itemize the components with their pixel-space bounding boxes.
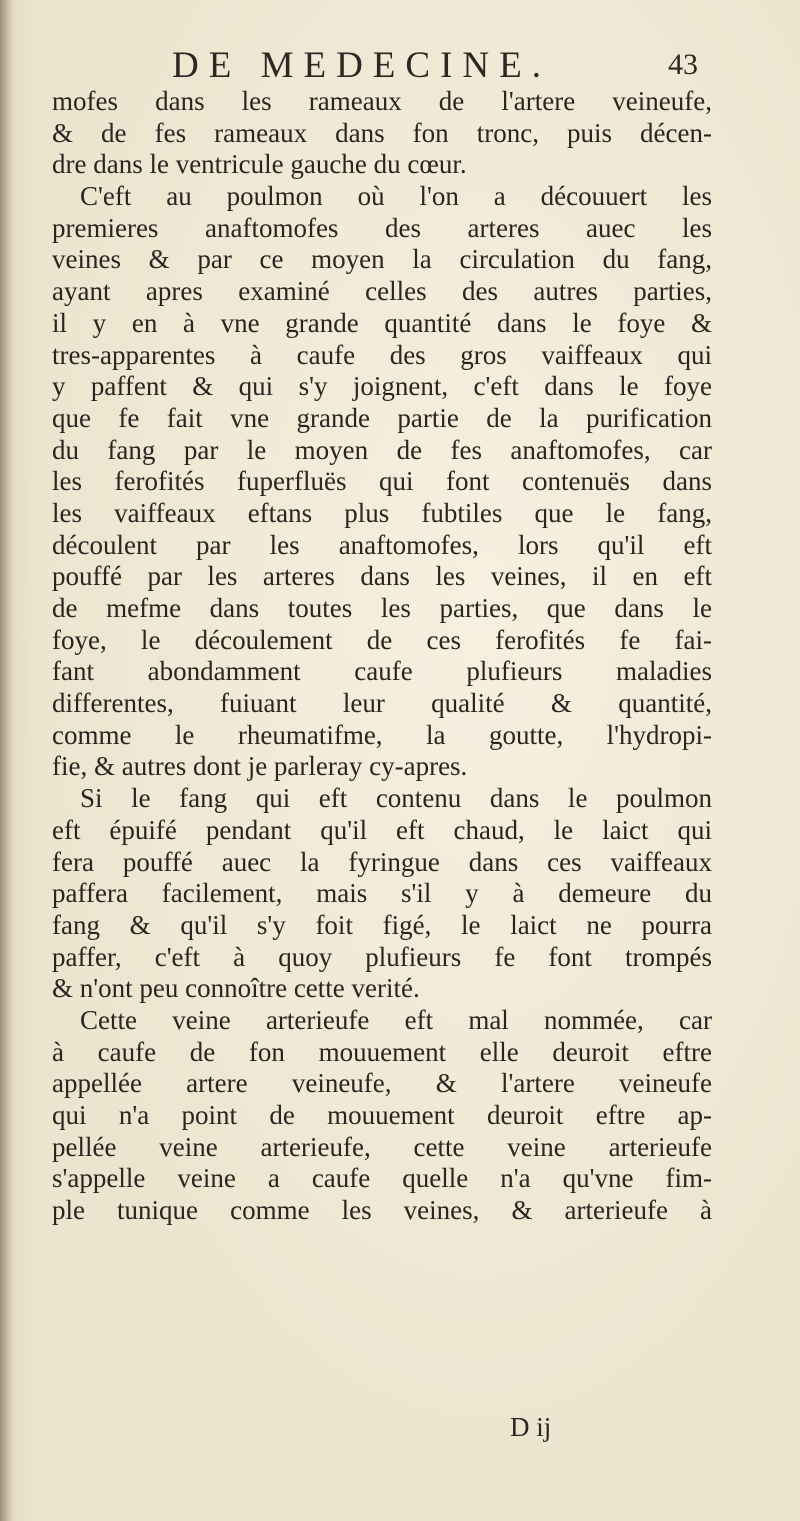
text-line: pouffé par les arteres dans les veines, il en eft: [52, 561, 712, 592]
text-line: que fe fait vne grande partie de la purification: [52, 402, 712, 433]
text-line: paffera facilement, mais s'il y à demeure du: [52, 878, 712, 909]
body-text: [52, 86, 712, 1227]
text-line: C'eft au poulmon où l'on a découuert les: [80, 181, 712, 212]
text-line: il y en à vne grande quantité dans le foye &: [52, 307, 712, 338]
text-line: premieres anaftomofes des arteres auec les: [52, 212, 712, 243]
text-line: Si le fang qui eft contenu dans le poulmon: [80, 783, 712, 814]
text-line: dre dans le ventricule gauche du cœur.: [52, 149, 467, 180]
text-line: ayant apres examiné celles des autres parties,: [52, 276, 712, 307]
text-line: fie, & autres dont je parleray cy-apres.: [52, 751, 468, 782]
text-line: les vaiffeaux eftans plus fubtiles que le fang,: [52, 497, 712, 528]
text-line: qui n'a point de mouuement deuroit eftre ap-: [52, 1100, 712, 1130]
text-line: & de fes rameaux dans fon tronc, puis décen-: [52, 117, 712, 148]
text-line: découlent par les anaftomofes, lors qu'il eft: [52, 529, 712, 560]
text-line: & n'ont peu connoître cette verité.: [52, 973, 420, 1004]
text-line: du fang par le moyen de fes anaftomofes, car: [52, 434, 712, 465]
text-line: tres-apparentes à caufe des gros vaiffeaux qui: [52, 339, 712, 370]
text-line: fera pouffé auec la fyringue dans ces vaiffeaux: [52, 846, 712, 877]
text-line: fang & qu'il s'y foit figé, le laict ne pourra: [52, 909, 712, 940]
text-line: fant abondamment caufe plufieurs maladies: [52, 656, 712, 687]
text-line: à caufe de fon mouuement elle deuroit eftre: [52, 1036, 712, 1067]
text-line: les ferofités fuperfluës qui font contenuës dans: [52, 466, 712, 497]
page-number: 43: [668, 48, 698, 81]
text-line: paffer, c'eft à quoy plufieurs fe font trompés: [52, 941, 712, 972]
text-line: appellée artere veineufe, & l'artere veineufe: [52, 1068, 712, 1099]
text-line: ple tunique comme les veines, & arterieufe à: [52, 1195, 712, 1226]
text-line: s'appelle veine a caufe quelle n'a qu'vne fim-: [52, 1163, 712, 1194]
signature-mark: D ij: [510, 1412, 552, 1442]
page-header: [0, 40, 800, 90]
text-line: comme le rheumatifme, la goutte, l'hydropi-: [52, 719, 712, 750]
text-line: mofes dans les rameaux de l'artere veineufe,: [52, 86, 712, 116]
text-line: Cette veine arterieufe eft mal nommée, car: [80, 1004, 712, 1035]
text-line: eft épuifé pendant qu'il eft chaud, le laict qui: [52, 814, 712, 845]
text-line: foye, le découlement de ces ferofités fe fai-: [52, 624, 712, 655]
page-gutter: [0, 0, 14, 1521]
running-title: DE MEDECINE.: [172, 45, 551, 86]
text-line: de mefme dans toutes les parties, que dans le: [52, 593, 712, 623]
text-line: y paffent & qui s'y joignent, c'eft dans le foye: [52, 371, 712, 402]
text-line: pellée veine arterieufe, cette veine arterieufe: [52, 1131, 712, 1162]
text-line: veines & par ce moyen la circulation du fang,: [52, 244, 712, 275]
text-line: differentes, fuiuant leur qualité & quantité,: [52, 688, 712, 719]
